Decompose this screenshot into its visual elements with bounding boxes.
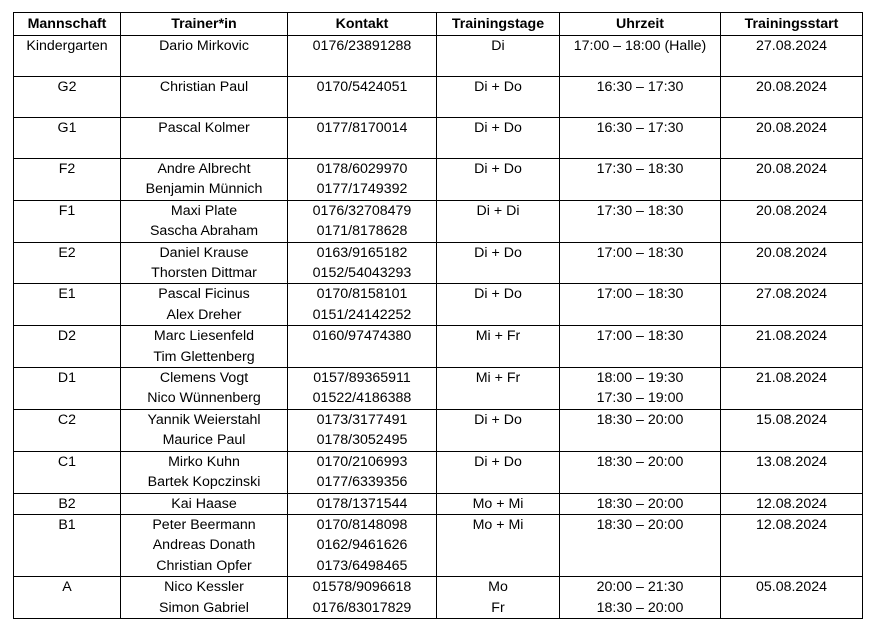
header-training-start: Trainingsstart	[721, 13, 863, 36]
team-cell: D1	[14, 368, 121, 410]
days-line: Di + Do	[474, 286, 522, 303]
contact-cell	[288, 451, 437, 493]
table-row	[14, 284, 863, 326]
contact-line: 01522/4186388	[312, 390, 412, 407]
header-trainer: Trainer*in	[121, 13, 288, 36]
trainer-line: Kai Haase	[171, 495, 237, 512]
contact-cell	[288, 493, 437, 514]
table-row	[14, 577, 863, 619]
contact-line: 0160/97474380	[312, 328, 412, 345]
contact-line: 0163/9165182	[316, 244, 408, 261]
trainer-line: Simon Gabriel	[159, 599, 249, 616]
trainer-cell	[121, 409, 288, 451]
team-cell: B1	[14, 514, 121, 576]
time-line: 16:30 – 17:30	[596, 120, 684, 136]
contact-line: 0176/23891288	[312, 38, 412, 54]
days-cell	[437, 514, 560, 576]
table-row	[14, 368, 863, 410]
trainer-line: Sascha Abraham	[149, 223, 259, 240]
contact-line: 0170/2106993	[316, 453, 408, 470]
contact-cell	[288, 368, 437, 410]
trainer-cell	[121, 514, 288, 576]
contact-line: 0171/8178628	[316, 223, 408, 240]
days-line: Di + Do	[474, 79, 522, 95]
team-cell: F2	[14, 159, 121, 201]
start-cell: 21.08.2024	[721, 368, 863, 410]
trainer-line: Thorsten Dittmar	[151, 265, 257, 282]
trainer-cell	[121, 242, 288, 284]
team-cell: E1	[14, 284, 121, 326]
contact-line: 0178/6029970	[316, 161, 408, 177]
start-cell: 05.08.2024	[721, 577, 863, 619]
trainer-line: Marc Liesenfeld	[153, 328, 255, 345]
trainer-line: Nico Kessler	[164, 579, 244, 596]
trainer-cell	[121, 368, 288, 410]
time-cell	[560, 368, 721, 410]
days-cell	[437, 326, 560, 368]
contact-cell	[288, 284, 437, 326]
time-cell	[560, 118, 721, 159]
time-line: 17:00 – 18:00 (Halle)	[573, 38, 707, 54]
trainer-line: Dario Mirkovic	[159, 38, 249, 54]
team-cell: C1	[14, 451, 121, 493]
contact-line: 0152/54043293	[312, 265, 412, 282]
time-line: 17:30 – 18:30	[596, 161, 684, 177]
start-cell: 12.08.2024	[721, 514, 863, 576]
table-row	[14, 409, 863, 451]
time-line: 17:00 – 18:30	[596, 244, 684, 261]
days-cell	[437, 36, 560, 77]
contact-cell	[288, 514, 437, 576]
time-cell	[560, 36, 721, 77]
days-line: Di + Do	[474, 453, 522, 470]
training-schedule-table	[13, 12, 863, 619]
time-line: 18:00 – 19:30	[596, 370, 684, 387]
trainer-line: Mirko Kuhn	[168, 453, 240, 470]
trainer-cell	[121, 493, 288, 514]
contact-cell	[288, 200, 437, 242]
header-contact: Kontakt	[288, 13, 437, 36]
trainer-line: Andre Albrecht	[157, 161, 251, 177]
table-row	[14, 36, 863, 77]
contact-line: 0170/8148098	[316, 516, 408, 533]
time-line: 16:30 – 17:30	[596, 79, 684, 95]
trainer-cell	[121, 36, 288, 77]
table-row	[14, 118, 863, 159]
contact-line: 0177/6339356	[316, 474, 408, 491]
contact-cell	[288, 577, 437, 619]
team-cell: C2	[14, 409, 121, 451]
trainer-line: Daniel Krause	[159, 244, 249, 261]
start-cell: 15.08.2024	[721, 409, 863, 451]
days-cell	[437, 284, 560, 326]
trainer-line: Benjamin Münnich	[145, 181, 263, 198]
header-team: Mannschaft	[14, 13, 121, 36]
time-cell	[560, 577, 721, 619]
days-cell	[437, 451, 560, 493]
days-cell	[437, 242, 560, 284]
trainer-line: Christian Opfer	[156, 557, 252, 574]
contact-cell	[288, 77, 437, 118]
start-cell: 20.08.2024	[721, 77, 863, 118]
contact-cell	[288, 242, 437, 284]
start-cell: 13.08.2024	[721, 451, 863, 493]
time-cell	[560, 514, 721, 576]
time-line: 18:30 – 20:00	[596, 599, 684, 616]
time-line: 17:30 – 19:00	[596, 390, 684, 407]
trainer-line: Christian Paul	[159, 79, 249, 95]
time-cell	[560, 159, 721, 201]
contact-line: 0157/89365911	[313, 370, 411, 387]
time-line: 17:00 – 18:30	[596, 286, 684, 303]
days-line: Mo	[488, 579, 508, 596]
trainer-line: Pascal Ficinus	[158, 286, 250, 303]
time-line: 18:30 – 20:00	[596, 495, 684, 512]
time-line: 18:30 – 20:00	[596, 453, 684, 470]
start-cell: 20.08.2024	[721, 159, 863, 201]
time-cell	[560, 200, 721, 242]
contact-line: 0176/32708479	[312, 202, 412, 219]
trainer-cell	[121, 326, 288, 368]
time-cell	[560, 77, 721, 118]
trainer-line: Pascal Kolmer	[158, 120, 250, 136]
team-cell: A	[14, 577, 121, 619]
start-cell: 27.08.2024	[721, 284, 863, 326]
contact-cell	[288, 326, 437, 368]
table-row	[14, 451, 863, 493]
days-line: Fr	[491, 599, 505, 616]
time-cell	[560, 451, 721, 493]
start-cell: 20.08.2024	[721, 118, 863, 159]
trainer-cell	[121, 118, 288, 159]
days-cell	[437, 200, 560, 242]
time-cell	[560, 326, 721, 368]
trainer-cell	[121, 200, 288, 242]
time-line: 18:30 – 20:00	[596, 516, 684, 533]
days-cell	[437, 77, 560, 118]
start-cell: 20.08.2024	[721, 242, 863, 284]
time-line: 20:00 – 21:30	[596, 579, 684, 596]
team-cell: F1	[14, 200, 121, 242]
time-line: 17:30 – 18:30	[596, 202, 684, 219]
team-cell: G1	[14, 118, 121, 159]
time-cell	[560, 409, 721, 451]
start-cell: 20.08.2024	[721, 200, 863, 242]
contact-cell	[288, 409, 437, 451]
contact-line: 0170/5424051	[316, 79, 408, 95]
team-cell: G2	[14, 77, 121, 118]
days-cell	[437, 409, 560, 451]
header-time: Uhrzeit	[560, 13, 721, 36]
time-line: 18:30 – 20:00	[596, 411, 684, 428]
days-line: Mi + Fr	[475, 370, 521, 387]
trainer-line: Clemens Vogt	[159, 370, 249, 387]
time-cell	[560, 493, 721, 514]
contact-line: 0178/3052495	[316, 432, 408, 449]
table-row	[14, 514, 863, 576]
table-row	[14, 242, 863, 284]
trainer-cell	[121, 577, 288, 619]
trainer-cell	[121, 77, 288, 118]
contact-line: 0151/24142252	[312, 306, 412, 323]
trainer-line: Andreas Donath	[152, 537, 256, 554]
table-row	[14, 77, 863, 118]
team-cell: E2	[14, 242, 121, 284]
time-cell	[560, 284, 721, 326]
time-line: 17:00 – 18:30	[596, 328, 684, 345]
trainer-line: Maurice Paul	[162, 432, 246, 449]
contact-cell	[288, 36, 437, 77]
contact-line: 0177/8170014	[316, 120, 408, 136]
contact-line: 0178/1371544	[316, 495, 408, 512]
trainer-cell	[121, 159, 288, 201]
days-cell	[437, 577, 560, 619]
days-line: Di + Di	[476, 202, 520, 219]
days-line: Mi + Fr	[475, 328, 521, 345]
days-line: Mo + Mi	[472, 495, 524, 512]
days-line: Mo + Mi	[472, 516, 524, 533]
contact-line: 0173/6498465	[316, 557, 408, 574]
contact-line: 0177/1749392	[316, 181, 408, 198]
start-cell: 21.08.2024	[721, 326, 863, 368]
trainer-line: Tim Glettenberg	[153, 348, 255, 365]
trainer-line: Peter Beermann	[152, 516, 256, 533]
days-line: Di + Do	[474, 161, 522, 177]
trainer-line: Bartek Kopczinski	[147, 474, 261, 491]
days-line: Di + Do	[474, 244, 522, 261]
contact-line: 0170/8158101	[316, 286, 408, 303]
trainer-cell	[121, 284, 288, 326]
team-cell: Kindergarten	[14, 36, 121, 77]
header-training-days: Trainingstage	[437, 13, 560, 36]
team-cell: B2	[14, 493, 121, 514]
table-row	[14, 200, 863, 242]
start-cell: 27.08.2024	[721, 36, 863, 77]
table-row	[14, 159, 863, 201]
table-row	[14, 326, 863, 368]
contact-line: 0162/9461626	[316, 537, 408, 554]
contact-cell	[288, 159, 437, 201]
contact-line: 0176/83017829	[312, 599, 412, 616]
days-cell	[437, 159, 560, 201]
contact-line: 01578/9096618	[312, 579, 412, 596]
contact-cell	[288, 118, 437, 159]
days-cell	[437, 493, 560, 514]
trainer-line: Nico Wünnenberg	[147, 390, 261, 407]
table-row	[14, 493, 863, 514]
start-cell: 12.08.2024	[721, 493, 863, 514]
time-cell	[560, 242, 721, 284]
trainer-line: Yannik Weierstahl	[147, 411, 261, 428]
contact-line: 0173/3177491	[316, 411, 408, 428]
days-cell	[437, 118, 560, 159]
days-cell	[437, 368, 560, 410]
header-row	[14, 13, 863, 36]
days-line: Di	[491, 38, 505, 54]
team-cell: D2	[14, 326, 121, 368]
days-line: Di + Do	[474, 120, 522, 136]
trainer-line: Alex Dreher	[166, 306, 242, 323]
trainer-cell	[121, 451, 288, 493]
trainer-line: Maxi Plate	[170, 202, 238, 219]
days-line: Di + Do	[474, 411, 522, 428]
